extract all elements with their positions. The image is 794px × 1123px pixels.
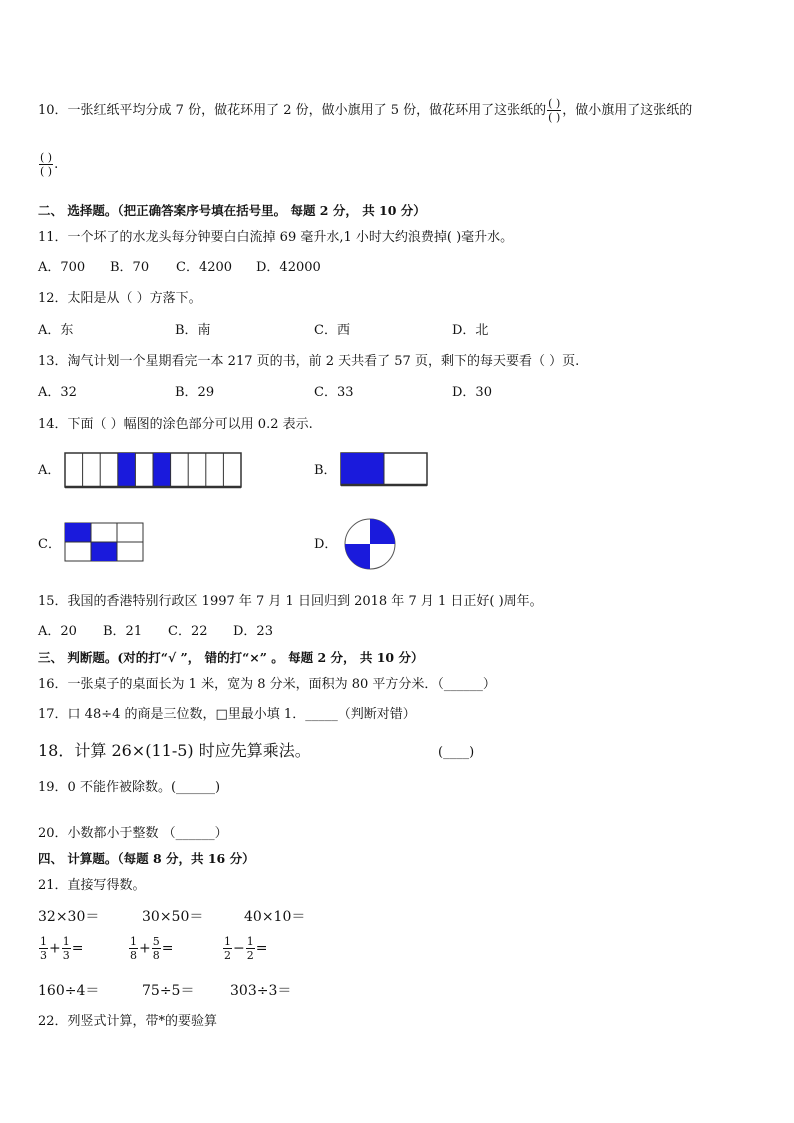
q10-blank-denominator: ( ) bbox=[548, 111, 561, 124]
q14-label-c: C． bbox=[38, 537, 61, 552]
calc-fraction-item3 bbox=[222, 936, 267, 961]
q11-option-d: D．42000 bbox=[256, 260, 321, 275]
q10-text-2: ，做小旗用了这张纸的 bbox=[562, 103, 693, 118]
calc-row1-item3: 40×10＝ bbox=[244, 909, 306, 925]
q12-option-d: D．北 bbox=[452, 323, 489, 338]
q14-label-a: A． bbox=[38, 463, 61, 478]
q10-fraction-blank-1 bbox=[547, 98, 561, 123]
q10-blank-numerator: ( ) bbox=[548, 97, 561, 110]
frac2-b: 8 bbox=[130, 949, 137, 962]
frac3-b: 2 bbox=[224, 949, 231, 962]
frac1-d: 3 bbox=[62, 949, 70, 962]
frac3-c: 1 bbox=[246, 935, 254, 948]
frac2-op: + bbox=[139, 940, 151, 957]
calc-fraction-item2 bbox=[128, 936, 173, 961]
q18-answer-blank: (____) bbox=[438, 745, 475, 760]
figure-b-half-bar bbox=[340, 452, 430, 488]
question-10-continued bbox=[38, 152, 58, 177]
question-10 bbox=[38, 98, 692, 123]
calc-row3-item1: 160÷4＝ bbox=[38, 983, 100, 999]
q13-option-a: A．32 bbox=[38, 385, 77, 400]
figure-d-fill-1 bbox=[370, 519, 395, 544]
figure-b-fill bbox=[341, 453, 384, 485]
question-19: 19．0 不能作被除数。(______) bbox=[38, 780, 221, 795]
figure-c-fill-2 bbox=[91, 542, 117, 561]
question-22: 22．列竖式计算，带*的要验算 bbox=[38, 1014, 218, 1029]
frac1-b: 3 bbox=[40, 949, 47, 962]
q12-option-a: A．东 bbox=[38, 323, 74, 338]
q10-end: . bbox=[54, 157, 59, 172]
question-15: 15．我国的香港特别行政区 1997 年 7 月 1 日回归到 2018 年 7 月 1 日正好( )周年。 bbox=[38, 594, 543, 609]
q15-option-a: A．20 bbox=[38, 624, 77, 639]
q10-fraction-blank-2 bbox=[39, 152, 53, 177]
q12-option-c: C．西 bbox=[314, 323, 350, 338]
figure-c-grid-6-parts bbox=[64, 522, 148, 564]
q13-option-b: B．29 bbox=[175, 385, 215, 400]
q10-text-1: 10．一张红纸平均分成 7 份，做花环用了 2 份，做小旗用了 5 份，做花环用了这张纸的 bbox=[38, 103, 547, 118]
figure-a-fill-2 bbox=[153, 453, 171, 487]
calc-row1-item2: 30×50＝ bbox=[142, 909, 204, 925]
figure-a-strip-10-parts bbox=[64, 452, 244, 490]
section-4-heading: 四、 计算题。（每题 8 分，共 16 分） bbox=[38, 851, 255, 866]
section-2-heading: 二、 选择题。（把正确答案序号填在括号里。 每题 2 分， 共 10 分） bbox=[38, 203, 426, 218]
frac1-op: + bbox=[49, 940, 61, 957]
question-13: 13．淘气计划一个星期看完一本 217 页的书，前 2 天共看了 57 页，剩下的每天要看（ ）页. bbox=[38, 354, 580, 369]
question-11: 11．一个坏了的水龙头每分钟要白白流掉 69 毫升水,1 小时大约浪费掉( )毫升水。 bbox=[38, 230, 514, 245]
frac2-d: 8 bbox=[152, 949, 160, 962]
figure-d-fill-2 bbox=[345, 544, 370, 569]
question-17: 17．口 48÷4 的商是三位数，□里最小填 1．_____（判断对错） bbox=[38, 707, 416, 722]
frac3-eq: = bbox=[255, 940, 268, 957]
figure-a-fill-1 bbox=[118, 453, 136, 487]
frac3-d: 2 bbox=[246, 949, 254, 962]
calc-row3-item2: 75÷5＝ bbox=[142, 983, 195, 999]
q11-option-c: C．4200 bbox=[176, 260, 233, 275]
frac1-eq: = bbox=[71, 940, 84, 957]
q13-option-d: D．30 bbox=[452, 385, 492, 400]
calc-row3-item3: 303÷3＝ bbox=[230, 983, 292, 999]
q14-label-b: B． bbox=[314, 463, 337, 478]
question-18: 18．计算 26×(11-5) 时应先算乘法。 bbox=[38, 741, 311, 760]
frac2-eq: = bbox=[161, 940, 174, 957]
q15-option-d: D．23 bbox=[233, 624, 273, 639]
question-14: 14．下面（ ）幅图的涂色部分可以用 0.2 表示. bbox=[38, 417, 313, 432]
q15-option-b: B．21 bbox=[103, 624, 143, 639]
q11-option-a: A．700 bbox=[38, 260, 86, 275]
q13-option-c: C．33 bbox=[314, 385, 354, 400]
calc-row1-item1: 32×30＝ bbox=[38, 909, 100, 925]
frac3-a: 1 bbox=[224, 935, 231, 948]
question-12: 12．太阳是从（ ）方落下。 bbox=[38, 291, 202, 306]
frac2-c: 5 bbox=[152, 935, 160, 948]
question-20: 20．小数都小于整数 （______） bbox=[38, 826, 228, 841]
q14-label-d: D． bbox=[314, 537, 338, 552]
q10-blank2-numerator: ( ) bbox=[40, 151, 53, 164]
frac3-op: − bbox=[233, 940, 245, 957]
figure-c-fill-1 bbox=[65, 523, 91, 542]
frac1-c: 1 bbox=[62, 935, 70, 948]
question-16: 16．一张桌子的桌面长为 1 米，宽为 8 分米，面积为 80 平方分米．（______） bbox=[38, 677, 496, 692]
q10-blank2-denominator: ( ) bbox=[40, 165, 53, 178]
section-3-heading: 三、 判断题。(对的打“√ ”， 错的打“×” 。 每题 2 分， 共 10 分） bbox=[38, 650, 424, 665]
q11-option-b: B．70 bbox=[110, 260, 150, 275]
frac1-a: 1 bbox=[40, 935, 47, 948]
question-21: 21．直接写得数。 bbox=[38, 878, 146, 893]
q15-option-c: C．22 bbox=[168, 624, 208, 639]
frac2-a: 1 bbox=[130, 935, 137, 948]
calc-fraction-item1 bbox=[38, 936, 83, 961]
figure-d-circle-quarters bbox=[344, 515, 398, 573]
q12-option-b: B．南 bbox=[175, 323, 211, 338]
